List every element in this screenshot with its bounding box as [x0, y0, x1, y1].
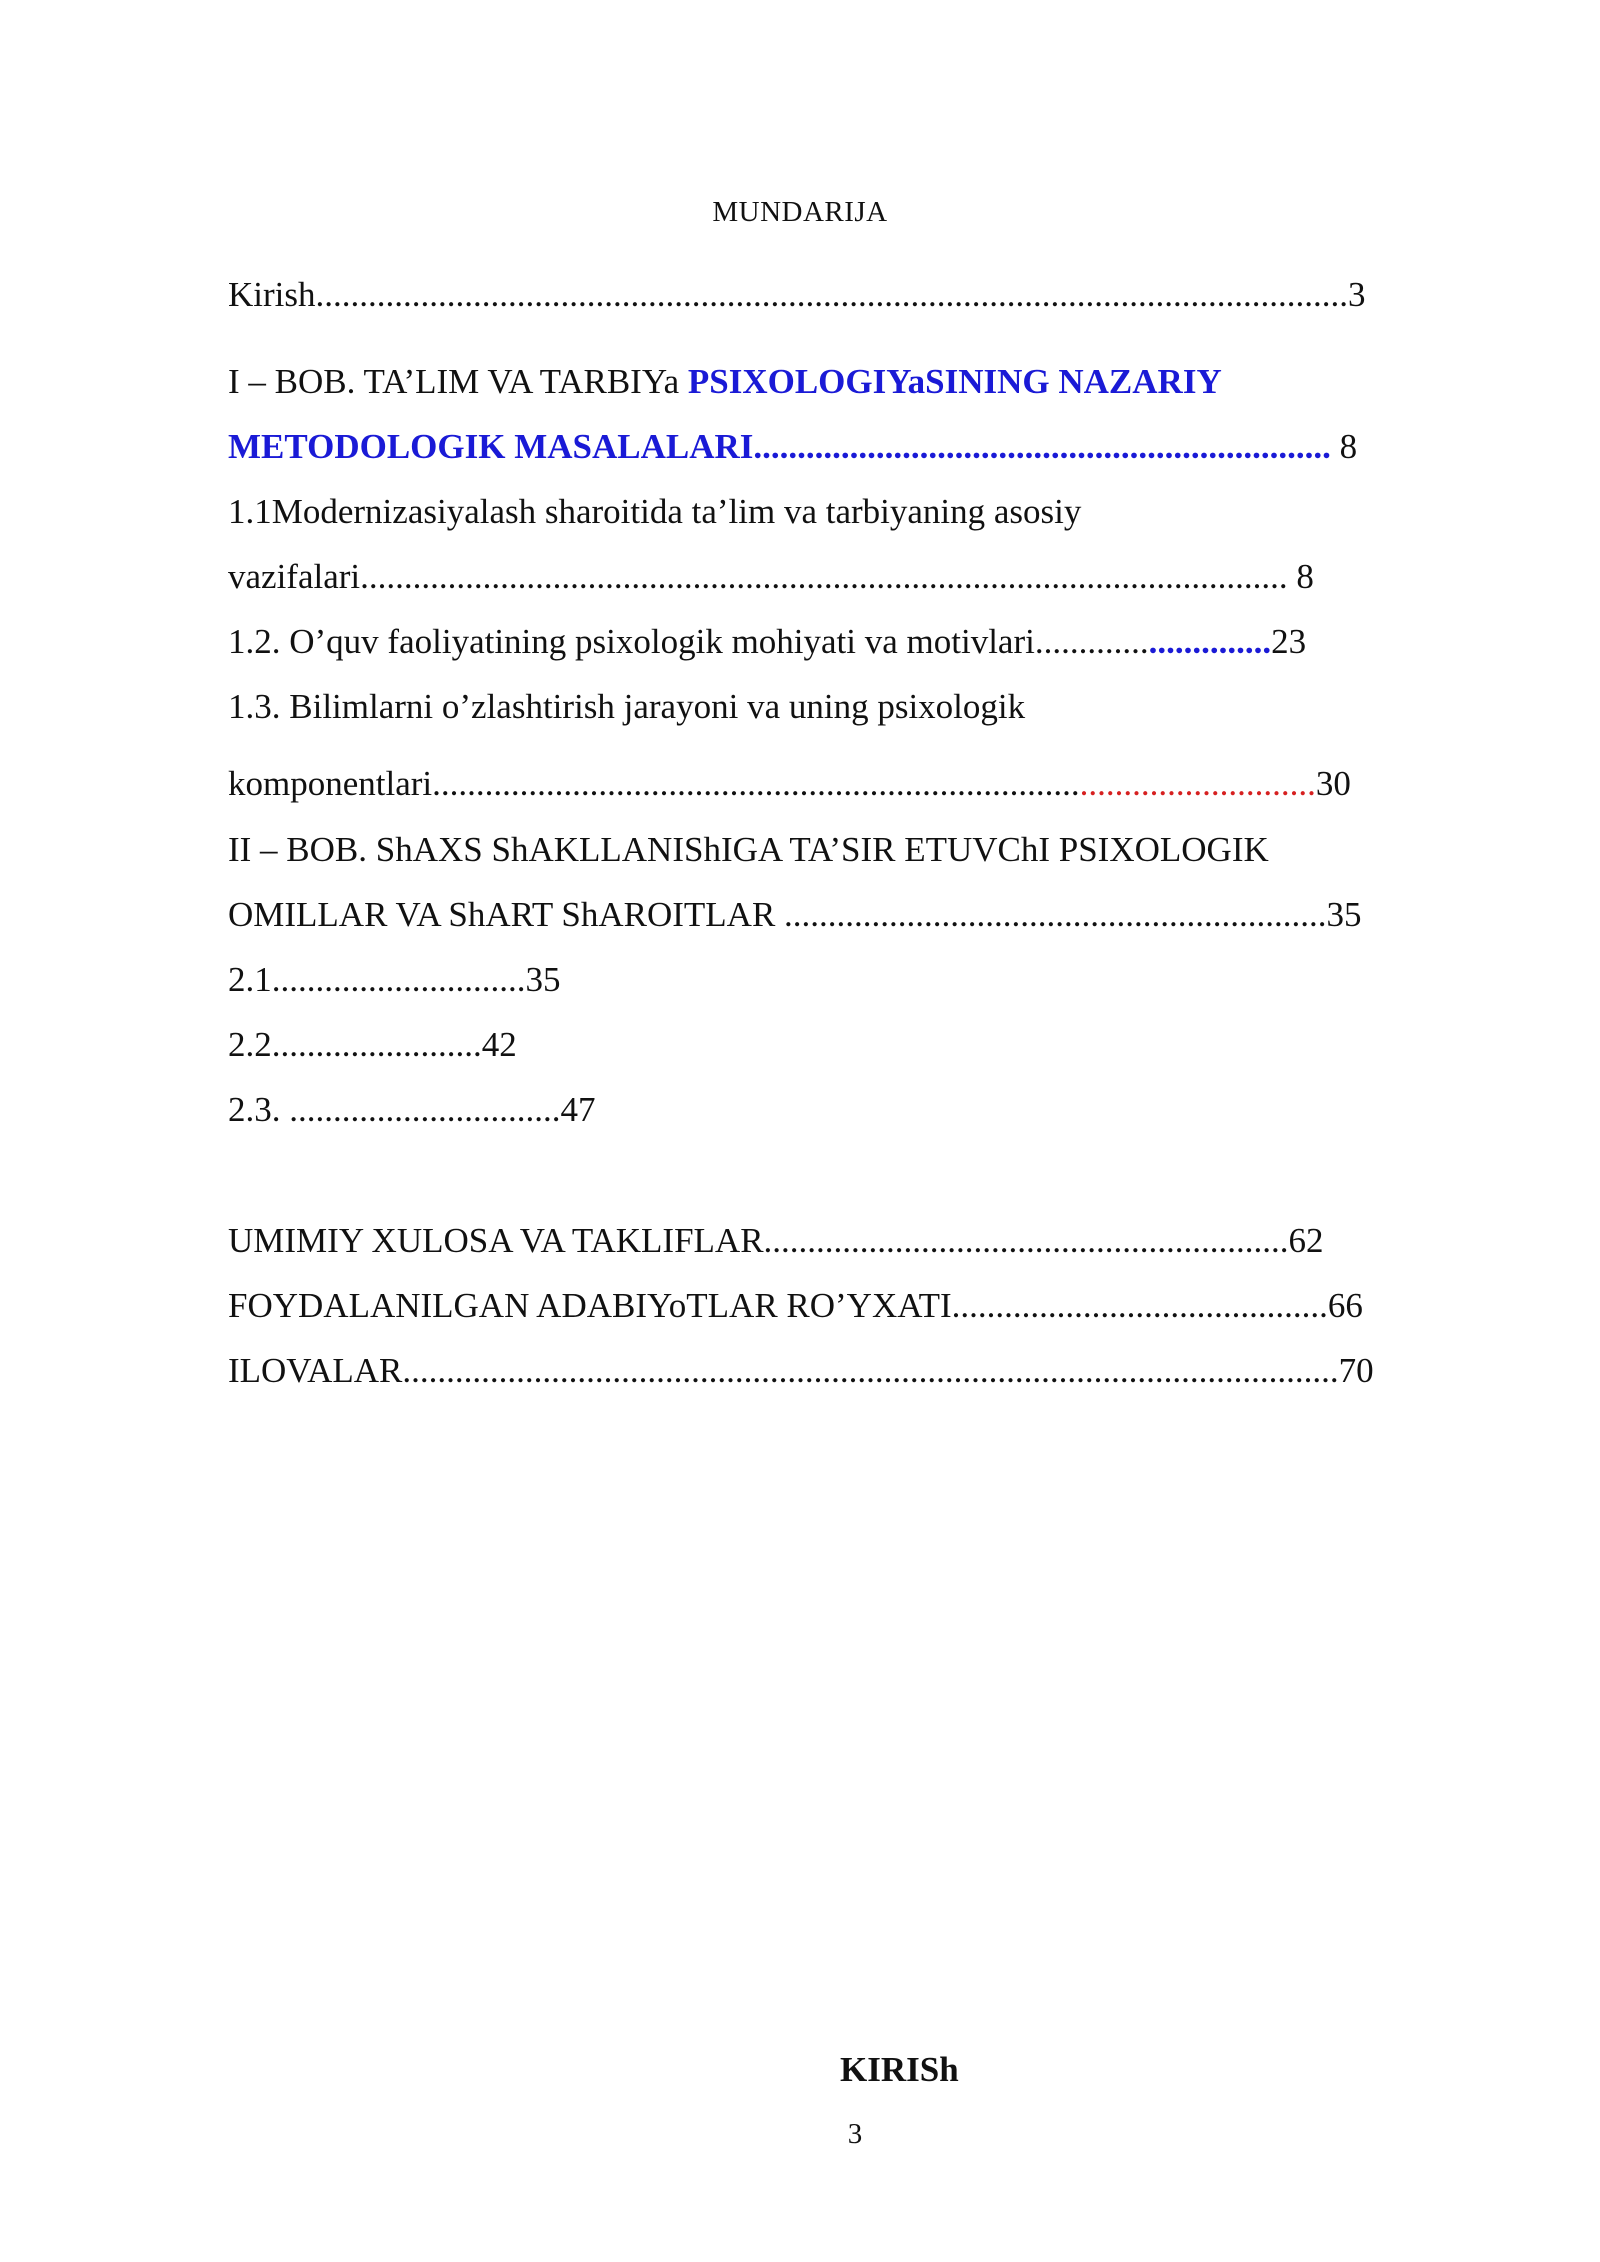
toc-entry-1-1-line1[interactable] — [228, 479, 1488, 544]
toc-entry-2-1[interactable] — [228, 947, 1488, 1012]
toc-entry-label: 2.3. ...............................47 — [228, 1090, 596, 1129]
toc-entry-label: I – BOB. TA’LIM VA TARBIYa — [228, 362, 688, 401]
toc-entry-kirish[interactable] — [228, 262, 1488, 327]
toc-entry-bob1-line2[interactable] — [228, 414, 1488, 479]
toc-entry-label-highlighted: PSIXOLOGIYaSINING NAZARIY — [687, 362, 1222, 401]
toc-leader-dots: .................................................................. — [753, 427, 1331, 466]
toc-entry-label: vazifalari — [228, 557, 361, 596]
toc-leader-dots: .......................................................................... — [432, 764, 1080, 803]
toc-page-number: 62 — [1288, 1221, 1324, 1260]
toc-leader-dots: ............................................................ — [763, 1221, 1289, 1260]
toc-entry-label: komponentlari — [228, 764, 433, 803]
toc-entry-2-3[interactable] — [228, 1077, 1488, 1142]
toc-leader-dots: ........................................... — [951, 1286, 1328, 1325]
toc-entry-xulosa[interactable] — [228, 1208, 1488, 1273]
toc-entry-label: OMILLAR VA ShART ShAROITLAR — [228, 895, 785, 934]
toc-entry-1-3-line1[interactable] — [228, 674, 1488, 739]
toc-entry-label: 1.1Modernizasiyalash sharoitida ta’lim va tarbiyaning asosiy — [228, 492, 1082, 531]
toc-leader-dots-highlighted: .............. — [1148, 622, 1272, 661]
toc-entry-label: 1.3. Bilimlarni o’zlashtirish jarayoni va uning psixologik — [228, 687, 1026, 726]
toc-page-number: 23 — [1271, 622, 1307, 661]
toc-page-number: 66 — [1327, 1286, 1363, 1325]
toc-page-number: 8 — [1330, 427, 1358, 466]
toc-page-number: 30 — [1315, 764, 1351, 803]
toc-leader-dots: ...................................................................................................................... — [315, 275, 1348, 314]
toc-entry-2-2[interactable] — [228, 1012, 1488, 1077]
toc-page-number: 3 — [1348, 275, 1366, 314]
toc-leader-dots: .............................................................. — [784, 895, 1327, 934]
toc-entry-bob2-line1[interactable] — [228, 817, 1488, 882]
toc-leader-dots: ........................................................................................................... — [402, 1351, 1339, 1390]
toc-entry-label: 2.2........................42 — [228, 1025, 517, 1064]
toc-page-number: 8 — [1287, 557, 1314, 596]
toc-entry-label: II – BOB. ShAXS ShAKLLANIShIGA TA’SIR ETUVChI PSIXOLOGIK — [228, 830, 1269, 869]
toc-page-number: 70 — [1338, 1351, 1374, 1390]
toc-leader-dots-marked: ........................... — [1079, 764, 1316, 803]
spacer — [228, 1142, 1488, 1208]
toc-entry-label: FOYDALANILGAN ADABIYoTLAR RO’YXATI — [228, 1286, 952, 1325]
toc-entry-bob1-line1[interactable] — [228, 349, 1488, 414]
toc-entry-label: Kirish — [228, 275, 316, 314]
toc-title: MUNDARIJA — [712, 196, 888, 228]
toc-leader-dots: ............. — [1034, 622, 1149, 661]
section-heading-kirish: KIRISh — [840, 2050, 959, 2089]
toc-entry-label: ILOVALAR — [228, 1351, 403, 1390]
toc-entry-label: 2.1.............................35 — [228, 960, 561, 999]
toc-entry-label-highlighted: METODOLOGIK MASALALARI — [228, 427, 754, 466]
toc-entry-adabiyotlar[interactable] — [228, 1273, 1488, 1338]
toc-leader-dots: .......................................................................................................... — [360, 557, 1288, 596]
toc-entry-bob2-line2[interactable] — [228, 882, 1488, 947]
page-number: 3 — [847, 2118, 863, 2150]
table-of-contents — [228, 262, 1488, 1403]
toc-entry-1-1-line2[interactable] — [228, 544, 1488, 609]
spacer — [228, 327, 1488, 349]
toc-page-number: 35 — [1326, 895, 1362, 934]
toc-entry-label: 1.2. O’quv faoliyatining psixologik mohiyati va motivlari — [228, 622, 1035, 661]
toc-entry-ilovalar[interactable] — [228, 1338, 1488, 1403]
toc-entry-1-3-line2[interactable] — [228, 739, 1488, 817]
toc-entry-1-2[interactable] — [228, 609, 1488, 674]
toc-entry-label: UMIMIY XULOSA VA TAKLIFLAR — [228, 1221, 764, 1260]
